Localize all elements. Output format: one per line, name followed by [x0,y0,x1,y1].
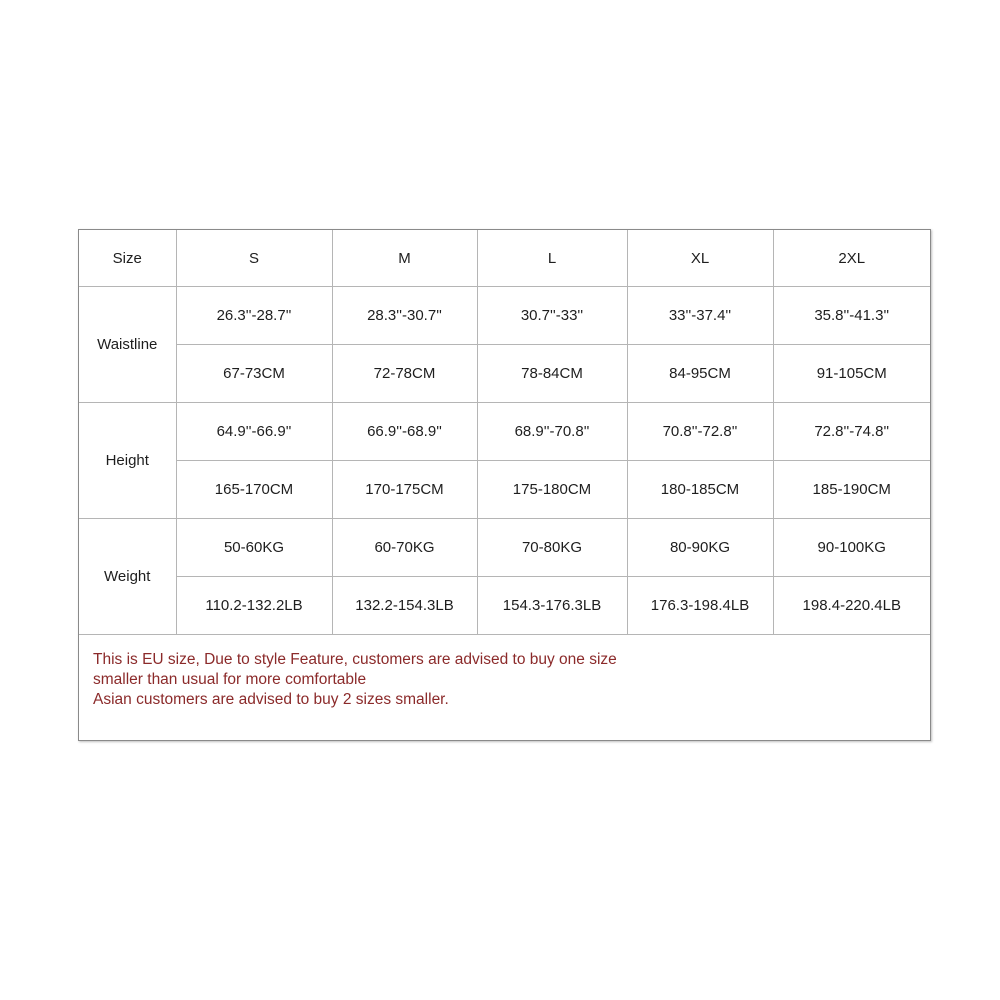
table-cell: 68.9''-70.8'' [477,403,627,461]
table-row [79,519,930,577]
table-cell: 50-60KG [176,519,332,577]
header-row [79,230,930,287]
table-cell: 72.8''-74.8'' [773,403,930,461]
size-s-header: S [176,230,332,287]
table-cell: 33''-37.4'' [627,287,773,345]
size-table [79,230,930,635]
table-cell: 28.3''-30.7'' [332,287,477,345]
table-cell: 60-70KG [332,519,477,577]
table-cell: 170-175CM [332,461,477,519]
table-cell: 64.9''-66.9'' [176,403,332,461]
size-2xl-header: 2XL [773,230,930,287]
weight-label: Weight [79,519,176,635]
table-cell: 198.4-220.4LB [773,577,930,635]
table-row [79,577,930,635]
note-line: smaller than usual for more comfortable [93,671,367,688]
table-cell: 90-100KG [773,519,930,577]
table-cell: 165-170CM [176,461,332,519]
size-l-header: L [477,230,627,287]
size-xl-header: XL [627,230,773,287]
table-cell: 176.3-198.4LB [627,577,773,635]
table-cell: 185-190CM [773,461,930,519]
table-cell: 67-73CM [176,345,332,403]
waistline-label: Waistline [79,287,176,403]
table-cell: 78-84CM [477,345,627,403]
table-row [79,345,930,403]
table-cell: 154.3-176.3LB [477,577,627,635]
table-cell: 26.3''-28.7'' [176,287,332,345]
table-cell: 66.9''-68.9'' [332,403,477,461]
table-cell: 132.2-154.3LB [332,577,477,635]
table-cell: 70.8''-72.8'' [627,403,773,461]
table-cell: 30.7''-33'' [477,287,627,345]
table-cell: 80-90KG [627,519,773,577]
table-row [79,403,930,461]
table-cell: 84-95CM [627,345,773,403]
table-cell: 110.2-132.2LB [176,577,332,635]
size-header-label: Size [79,230,176,287]
table-cell: 72-78CM [332,345,477,403]
size-m-header: M [332,230,477,287]
table-row [79,461,930,519]
size-chart [78,229,931,741]
note-line: This is EU size, Due to style Feature, customers are advised to buy one size [93,651,617,668]
table-cell: 70-80KG [477,519,627,577]
table-cell: 175-180CM [477,461,627,519]
height-label: Height [79,403,176,519]
size-advice-note [93,650,913,710]
table-row [79,287,930,345]
note-line: Asian customers are advised to buy 2 sizes smaller. [93,691,449,708]
table-cell: 180-185CM [627,461,773,519]
table-cell: 35.8''-41.3'' [773,287,930,345]
table-cell: 91-105CM [773,345,930,403]
